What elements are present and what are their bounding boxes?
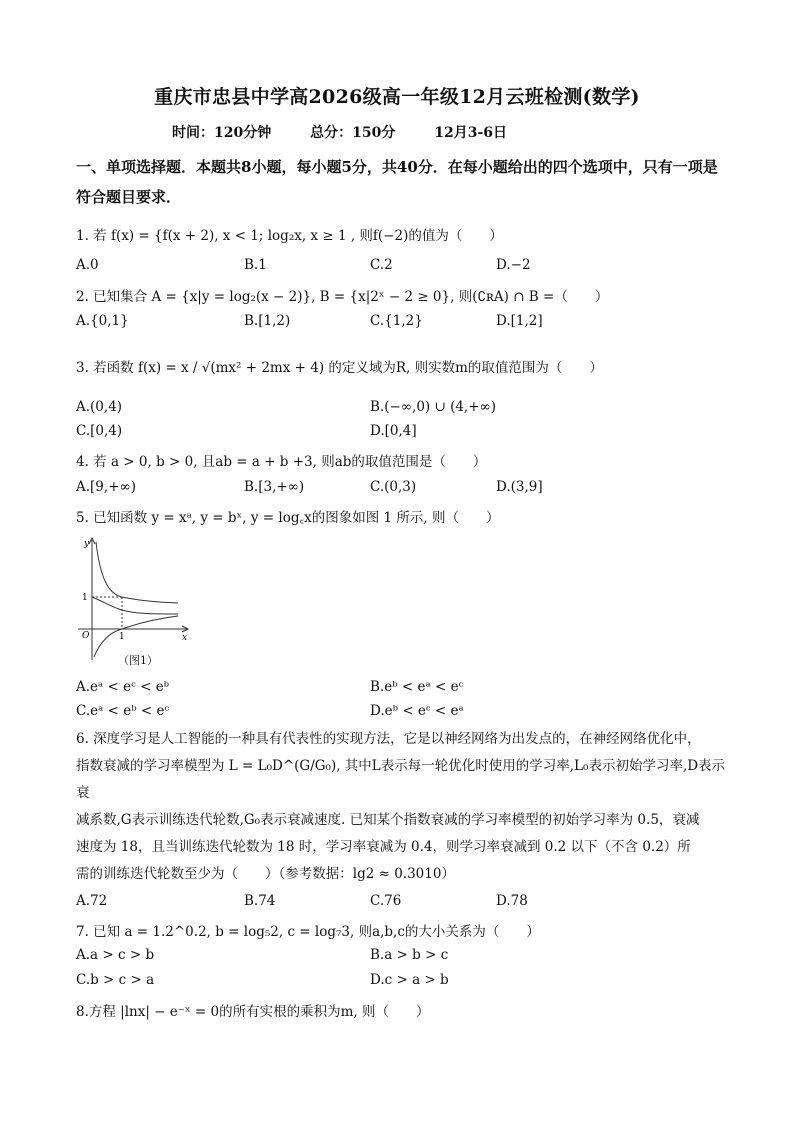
x-tick-1: 1 [119,632,125,642]
q6-line-3: 减系数,G表示训练迭代轮数,G₀表示衰减速度. 已知某个指数衰减的学习率模型的初始学习率为 0.5，衰减 [76,812,700,828]
q5-option-b: B.eᵇ < eᵃ < eᶜ [370,679,464,695]
q3-option-c: C.[0,4) [76,423,123,439]
question-7: 7. 已知 a = 1.2^0.2, b = log₅2, c = log₇3, 则a,b,c的大小关系为（ ） [76,924,540,940]
q4-option-a: A.[9,+∞) [76,479,137,495]
q3-option-a: A.(0,4) [76,399,123,415]
curve-logarithm [94,616,178,657]
q6-line-1: 6. 深度学习是人工智能的一种具有代表性的实现方法，它是以神经网络为出发点的，在神经网络优化中， [76,731,701,747]
q4-option-c: C.(0,3) [370,479,417,495]
q7-option-a: A.a > c > b [76,947,155,963]
q6-line-2: 指数衰减的学习率模型为 L = L₀D^(G/G₀), 其中L表示每一轮优化时使用的学习率,L₀表示初始学习率,D表示衰 [76,758,726,801]
exam-date: 12月3-6日 [434,125,507,141]
x-axis-label: x [182,633,188,643]
q7-option-d: D.c > a > b [370,972,449,988]
question-8: 8.方程 |lnx| − e⁻ˣ = 0的所有实根的乘积为m, 则（ ） [76,1004,430,1020]
exam-score: 总分：150分 [310,125,396,141]
q6-option-c: C.76 [370,893,402,909]
curve-power [96,542,178,603]
q1-option-d: D.−2 [496,257,531,273]
q6-option-d: D.78 [496,893,528,909]
question-3: 3. 若函数 f(x) = x / √(mx² + 2mx + 4) 的定义域为R, 则实数m的取值范围为（ ） [76,360,603,376]
q5-option-c: C.eᵃ < eᵇ < eᶜ [76,703,170,719]
figure-caption: （图1） [118,654,158,667]
q6-line-5: 需的训练迭代轮数至少为（ ）（参考数据：lg2 ≈ 0.3010） [76,866,455,882]
q1-option-b: B.1 [244,257,267,273]
q4-option-d: D.(3,9] [496,479,543,495]
q2-option-c: C.{1,2} [370,313,423,329]
question-5: 5. 已知函数 y = xᵃ, y = bˣ, y = log꜀x的图象如图 1 所示, 则（ ） [76,510,500,526]
question-6 [76,726,726,888]
page-title: 重庆市忠县中学高2026级高一年级12月云班检测(数学) [154,86,640,108]
function-graph-figure [74,532,194,672]
q7-option-b: B.a > b > c [370,947,449,963]
q2-option-d: D.[1,2] [496,313,543,329]
q3-option-b: B.(−∞,0) ∪ (4,+∞) [370,399,497,415]
q6-option-b: B.74 [244,893,276,909]
q5-option-d: D.eᵇ < eᶜ < eᵃ [370,703,464,719]
q4-option-b: B.[3,+∞) [244,479,305,495]
q6-option-a: A.72 [76,893,108,909]
y-tick-1: 1 [82,593,88,603]
q2-option-b: B.[1,2) [244,313,291,329]
q3-option-d: D.[0,4] [370,423,417,439]
q1-option-a: A.0 [76,257,99,273]
exam-time: 时间：120分钟 [172,125,272,141]
exam-meta [172,122,541,142]
q2-option-a: A.{0,1} [76,313,129,329]
y-axis-label: y [84,539,90,549]
origin-label: O [82,631,90,641]
question-4: 4. 若 a > 0, b > 0, 且ab = a + b +3, 则ab的取值范围是（ ） [76,454,487,470]
question-1: 1. 若 f(x) = {f(x + 2), x < 1; log₂x, x ≥ 1 , 则f(−2)的值为（ ） [76,228,503,244]
section-heading: 一、单项选择题．本题共8小题，每小题5分，共40分．在每小题给出的四个选项中，只有一项是符合题目要求． [76,158,718,206]
q1-option-c: C.2 [370,257,393,273]
q5-option-a: A.eᵃ < eᶜ < eᵇ [76,679,170,695]
question-2: 2. 已知集合 A = {x|y = log₂(x − 2)}, B = {x|2ˣ − 2 ≥ 0}, 则(∁ʀA) ∩ B =（ ） [76,289,609,305]
q7-option-c: C.b > c > a [76,972,155,988]
q6-line-4: 速度为 18，且当训练迭代轮数为 18 时，学习率衰减为 0.4，则学习率衰减到 0.2 以下（不含 0.2）所 [76,839,691,855]
